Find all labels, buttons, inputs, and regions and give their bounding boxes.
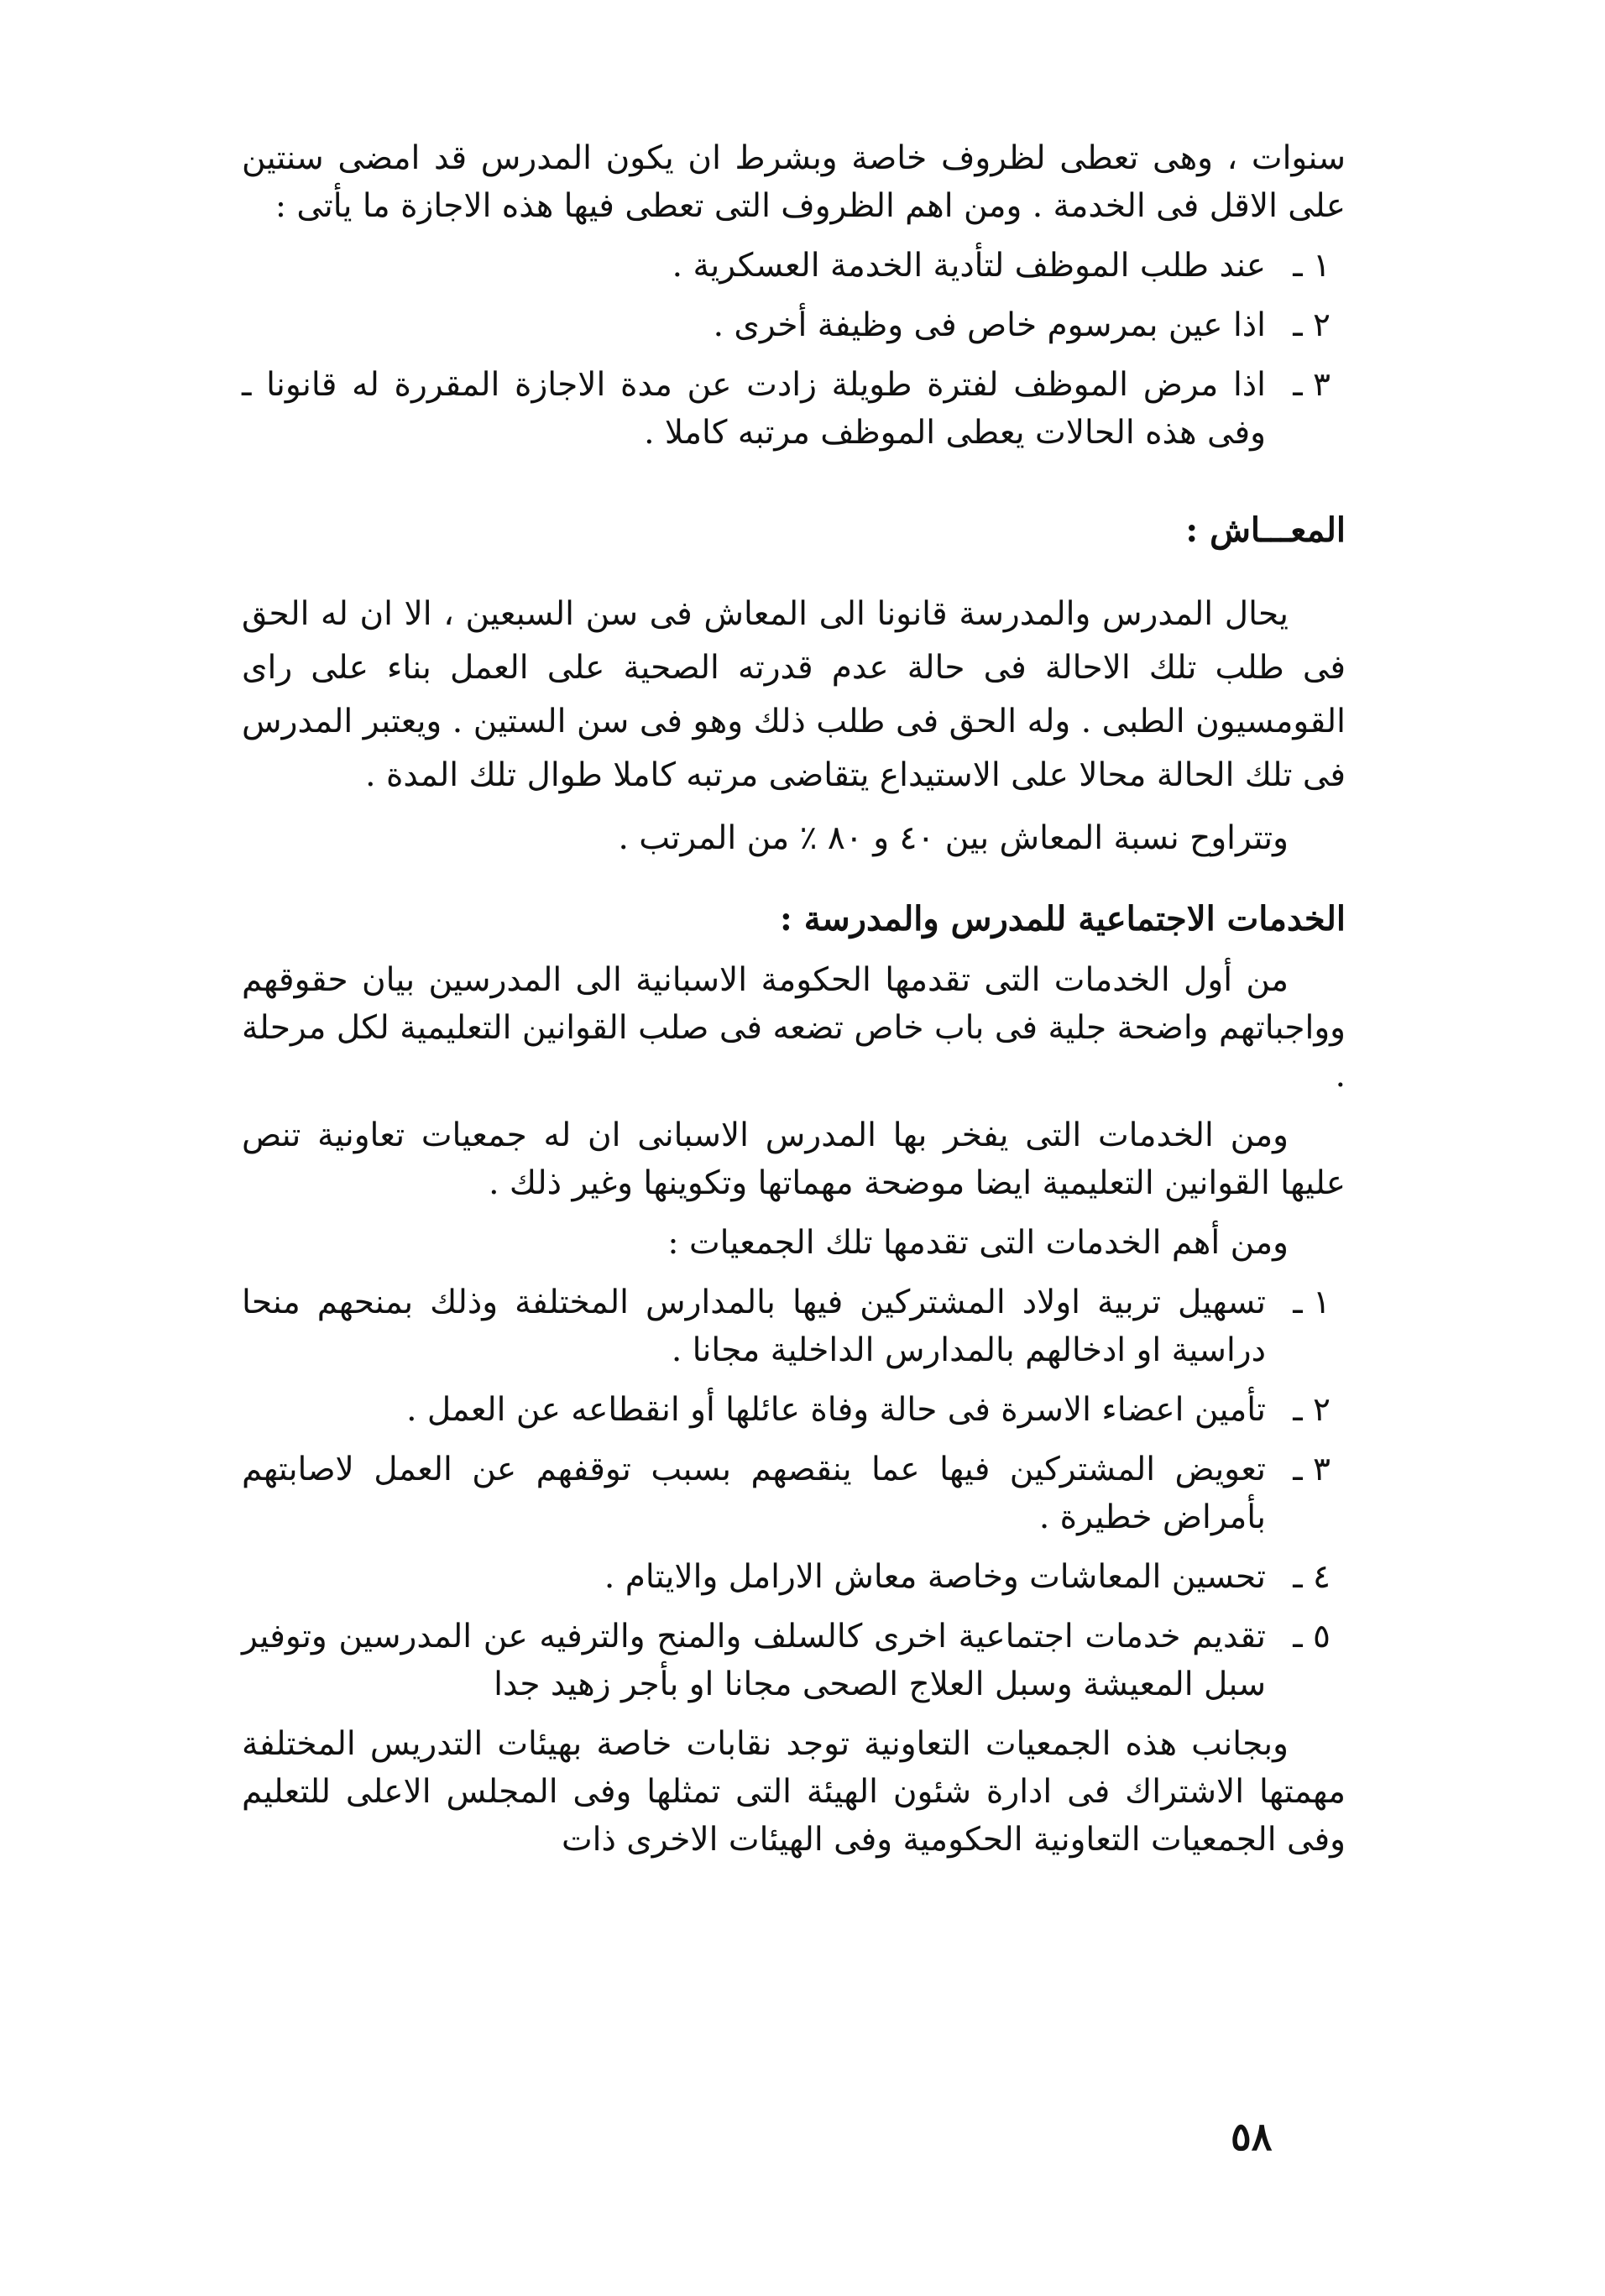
social-services-list xyxy=(242,1279,1346,1708)
section-heading-pension: المعـــاش : xyxy=(1185,510,1346,550)
list-item xyxy=(242,361,1346,457)
list-item xyxy=(242,1613,1346,1708)
list-item-text: تسهيل تربية اولاد المشتركين فيها بالمدارس المختلفة وذلك بمنحهم منحا دراسية او ادخالهم بالمدارس الداخلية مجانا . xyxy=(242,1284,1266,1369)
list-item-text: اذا عين بمرسوم خاص فى وظيفة أخرى . xyxy=(713,306,1266,344)
pension-rate-paragraph: وتتراوح نسبة المعاش بين ٤٠ و ٨٠ ٪ من المرتب . xyxy=(618,819,1289,857)
list-item-number: ٣ ـ xyxy=(1293,366,1331,404)
unions-paragraph: وبجانب هذه الجمعيات التعاونية توجد نقابات خاصة بهيئات التدريس المختلفة مهمتها الاشتراك فى ادارة شئون الهيئة التى تمثلها وفى المجلس الاعلى للتعليم وفى الجمعيات التعاونية الحكومية وفى الهيئات الاخرى ذات xyxy=(242,1725,1346,1859)
services-intro-paragraph: ومن أهم الخدمات التى تقدمها تلك الجمعيات : xyxy=(667,1224,1289,1262)
leave-conditions-list xyxy=(242,242,1346,457)
list-item-number: ١ ـ xyxy=(1293,1284,1331,1321)
list-item xyxy=(242,1386,1346,1434)
list-item xyxy=(242,1446,1346,1541)
list-item-text: تعويض المشتركين فيها عما ينقصهم بسبب توقفهم عن العمل لاصابتهم بأمراض خطيرة . xyxy=(242,1451,1266,1536)
list-item-text: اذا مرض الموظف لفترة طويلة زادت عن مدة الاجازة المقررة له قانونا ـ وفى هذه الحالات يعطى الموظف مرتبه كاملا . xyxy=(242,366,1266,452)
list-item-text: تأمين اعضاء الاسرة فى حالة وفاة عائلها أو انقطاعه عن العمل . xyxy=(406,1391,1266,1429)
list-item-number: ١ ـ xyxy=(1293,247,1331,285)
cooperatives-paragraph: ومن الخدمات التى يفخر بها المدرس الاسبانى ان له جمعيات تعاونية تنص عليها القوانين التعليمية ايضا موضحة مهماتها وتكوينها وغير ذلك . xyxy=(242,1117,1346,1202)
pension-paragraph: يحال المدرس والمدرسة قانونا الى المعاش فى سن السبعين ، الا ان له الحق فى طلب تلك الاحالة فى حالة عدم قدرته الصحية على العمل بناء على راى القومسيون الطبى . وله الحق فى طلب ذلك وهو فى سن الستين . ويعتبر المدرس فى تلك الحالة محالا على الاستيداع يتقاضى مرتبه كاملا طوال تلك المدة . xyxy=(242,595,1346,794)
section-heading-social-services: الخدمات الاجتماعية للمدرس والمدرسة : xyxy=(780,899,1346,939)
list-item-number: ٣ ـ xyxy=(1293,1451,1331,1488)
list-item-number: ٢ ـ xyxy=(1293,306,1331,344)
list-item-number: ٤ ـ xyxy=(1293,1558,1331,1596)
list-item-number: ٥ ـ xyxy=(1293,1618,1331,1655)
list-item xyxy=(242,1279,1346,1374)
page-number: ٥٨ xyxy=(1231,2114,1273,2159)
social-services-paragraph: من أول الخدمات التى تقدمها الحكومة الاسبانية الى المدرسين بيان حقوقهم وواجباتهم واضحة جلية فى باب خاص تضعه فى صلب القوانين التعليمية لكل مرحلة . xyxy=(242,961,1346,1095)
list-item xyxy=(242,242,1346,290)
list-item-text: عند طلب الموظف لتأدية الخدمة العسكرية . xyxy=(672,247,1266,285)
list-item-text: تقديم خدمات اجتماعية اخرى كالسلف والمنح والترفيه عن المدرسين وتوفير سبل المعيشة وسبل العلاج الصحى مجانا او بأجر زهيد جدا xyxy=(242,1618,1266,1703)
list-item-number: ٢ ـ xyxy=(1293,1391,1331,1429)
list-item xyxy=(242,1553,1346,1601)
list-item-text: تحسين المعاشات وخاصة معاش الارامل والايتام . xyxy=(604,1558,1266,1596)
intro-paragraph: سنوات ، وهى تعطى لظروف خاصة وبشرط ان يكون المدرس قد امضى سنتين على الاقل فى الخدمة . ومن اهم الظروف التى تعطى فيها هذه الاجازة ما يأتى : xyxy=(242,139,1346,225)
list-item xyxy=(242,301,1346,349)
document-page xyxy=(242,134,1346,1864)
